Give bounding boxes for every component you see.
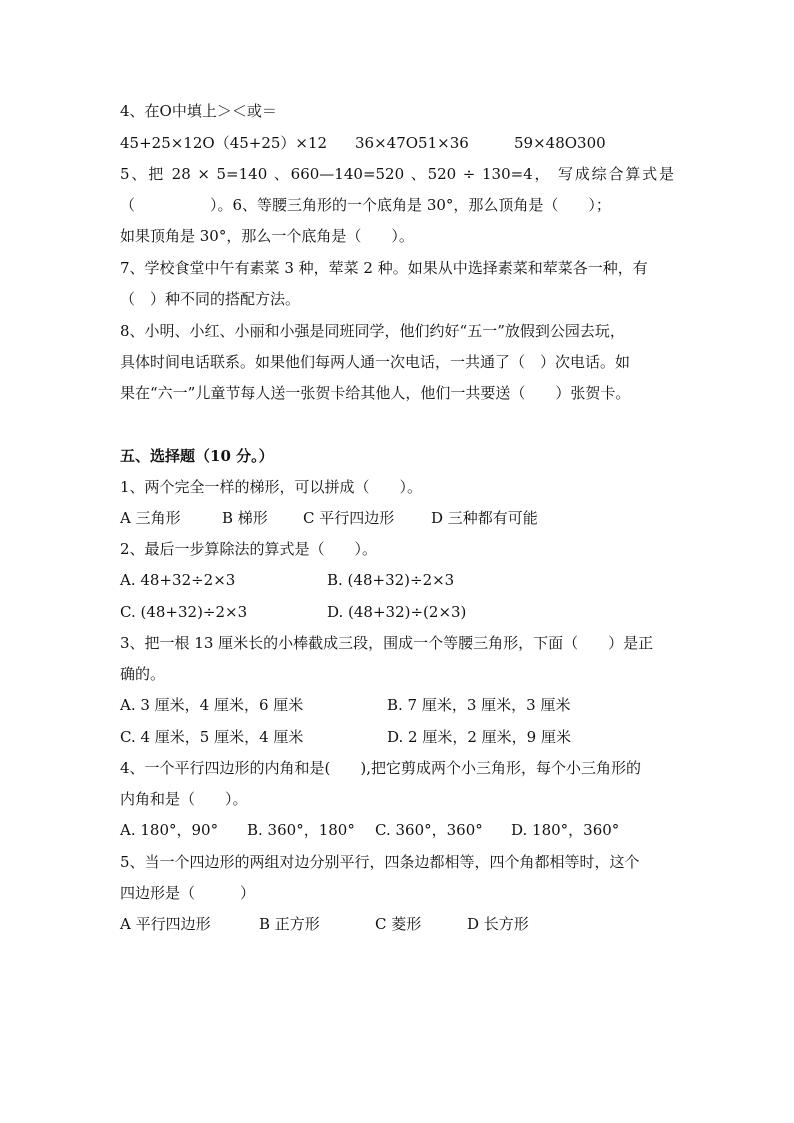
choice-q5-option-a: A 平行四边形 (120, 915, 211, 933)
q5-line-3: 如果顶角是 30°，那么一个底角是（ ）。 (120, 227, 414, 245)
q4-expression-2: 36×47O51×36 (355, 134, 469, 152)
choice-q4-option-d: D. 180°，360° (511, 821, 620, 839)
choice-q4-option-b: B. 360°，180° (247, 821, 355, 839)
choice-q3-stem-line-1: 3、把一根 13 厘米长的小棒截成三段，围成一个等腰三角形，下面（ ）是正 (120, 634, 654, 652)
q5-line-1: 5、把 28 × 5=140 、660—140=520 、520 ÷ 130=4， 写成综合算式是 (120, 165, 674, 183)
choice-q4-stem-line-1: 4、一个平行四边形的内角和是( ),把它剪成两个小三角形，每个小三角形的 (120, 759, 642, 777)
choice-q2-option-a: A. 48+32÷2×3 (120, 571, 236, 589)
choice-q4-stem-line-2: 内角和是（ ）。 (120, 790, 248, 808)
q4-title: 4、在O中填上＞＜或＝ (120, 102, 277, 120)
choice-q1-option-b: B 梯形 (222, 509, 268, 527)
choice-q2-option-c: C. (48+32)÷2×3 (120, 603, 248, 621)
q7-line-1: 7、学校食堂中午有素菜 3 种，荤菜 2 种。如果从中选择素菜和荤菜各一种，有 (120, 259, 648, 277)
choice-q5-option-b: B 正方形 (259, 915, 320, 933)
choice-q5-option-d: D 长方形 (467, 915, 529, 933)
choice-q5-stem-line-1: 5、当一个四边形的两组对边分别平行，四条边都相等，四个角都相等时，这个 (120, 853, 640, 871)
choice-q1-option-a: A 三角形 (120, 509, 181, 527)
choice-q3-option-c: C. 4 厘米，5 厘米，4 厘米 (120, 728, 304, 746)
choice-q2-stem: 2、最后一步算除法的算式是（ ）。 (120, 540, 378, 558)
choice-q4-option-c: C. 360°，360° (375, 821, 483, 839)
choice-q5-stem-line-2: 四边形是（ ） (120, 884, 256, 902)
choice-q3-option-d: D. 2 厘米，2 厘米，9 厘米 (387, 728, 571, 746)
choice-q1-option-d: D 三种都有可能 (431, 509, 538, 527)
q5-line-2: （ ）。6、等腰三角形的一个底角是 30°，那么顶角是（ ）； (120, 196, 611, 214)
q7-line-2: （ ）种不同的搭配方法。 (120, 290, 301, 308)
choice-q3-stem-line-2: 确的。 (120, 665, 166, 683)
choice-q2-option-b: B. (48+32)÷2×3 (327, 571, 455, 589)
q4-expression-1: 45+25×12O（45+25）×12 (120, 134, 328, 152)
choice-q1-option-c: C 平行四边形 (303, 509, 395, 527)
choice-q2-option-d: D. (48+32)÷(2×3) (327, 603, 467, 621)
choice-q4-option-a: A. 180°，90° (120, 821, 219, 839)
q8-line-2: 具体时间电话联系。如果他们每两人通一次电话，一共通了（ ）次电话。如 (120, 353, 631, 371)
choice-q3-option-a: A. 3 厘米，4 厘米，6 厘米 (120, 696, 304, 714)
choice-q5-option-c: C 菱形 (375, 915, 422, 933)
q4-expression-3: 59×48O300 (514, 134, 606, 152)
q8-line-1: 8、小明、小红、小丽和小强是同班同学，他们约好“五一”放假到公园去玩， (120, 322, 625, 340)
choice-q3-option-b: B. 7 厘米，3 厘米，3 厘米 (387, 696, 571, 714)
q8-line-3: 果在“六一”儿童节每人送一张贺卡给其他人，他们一共要送（ ）张贺卡。 (120, 384, 631, 402)
section-heading-choice: 五、选择题（10 分。） (120, 447, 274, 465)
choice-q1-stem: 1、两个完全一样的梯形，可以拼成（ ）。 (120, 478, 423, 496)
